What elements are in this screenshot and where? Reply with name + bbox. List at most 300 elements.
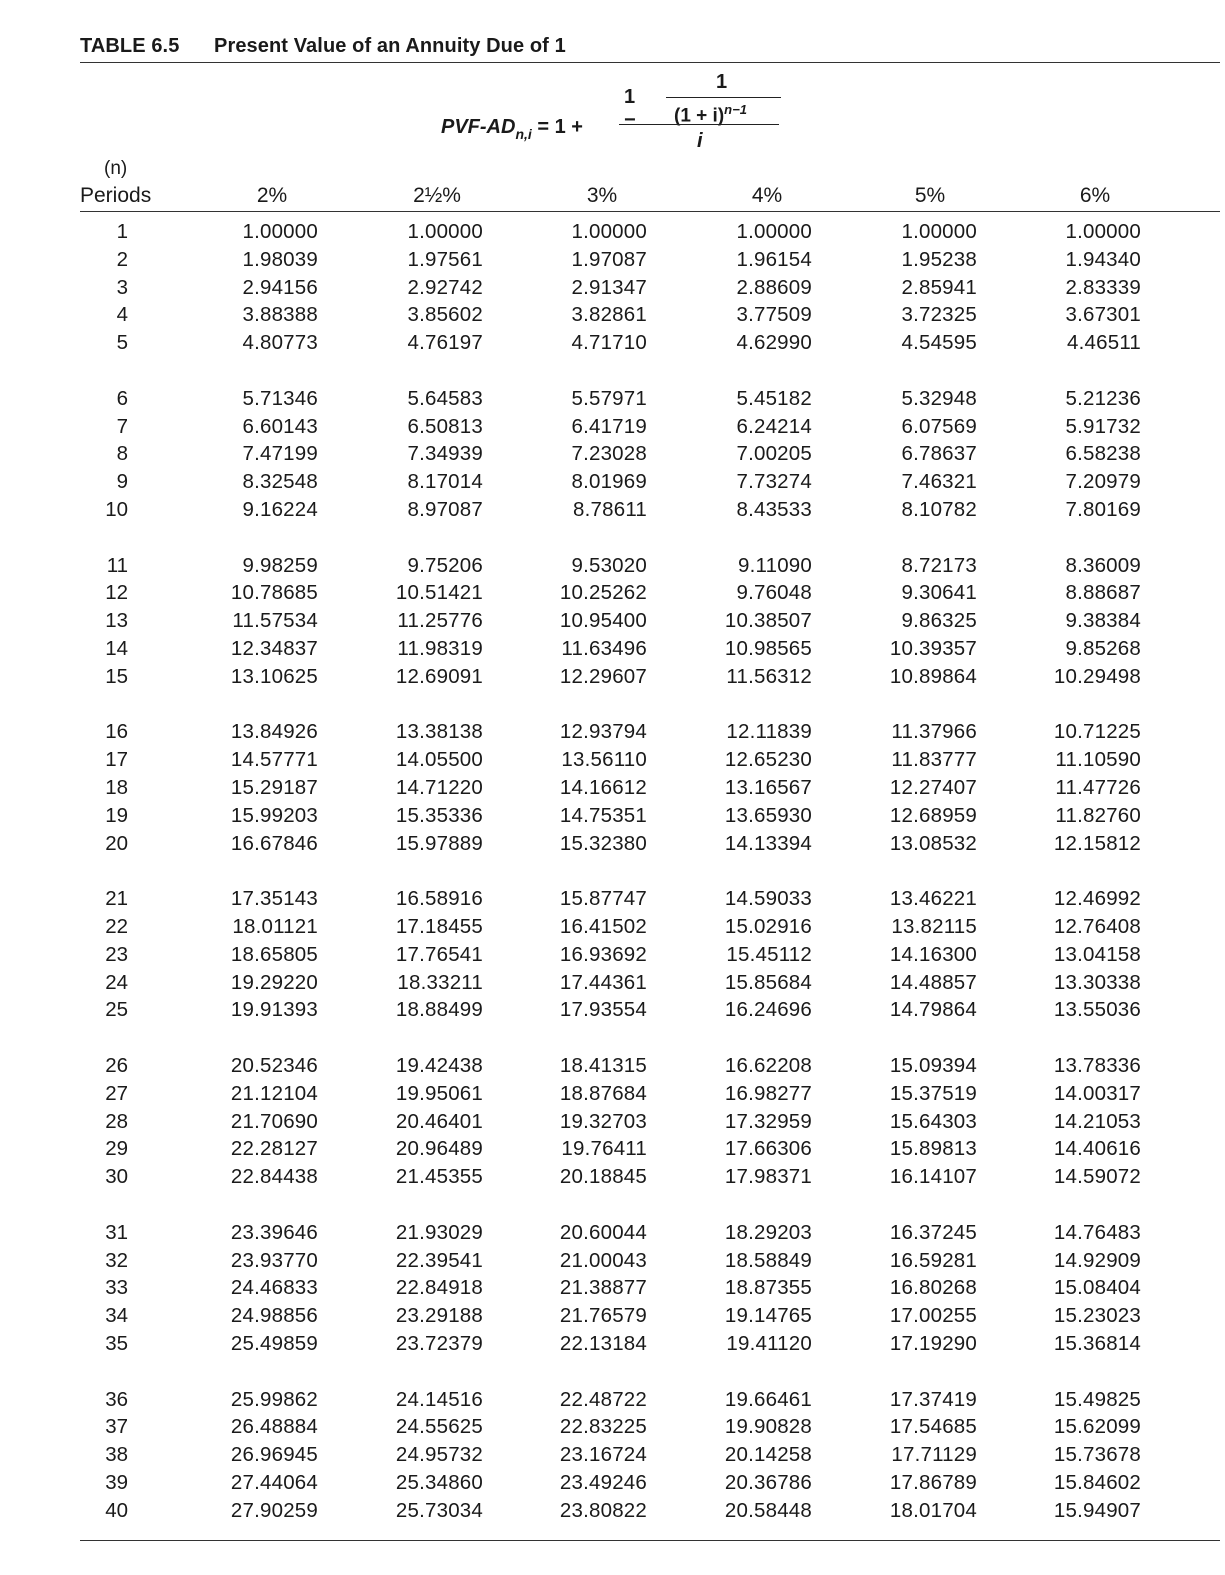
value-cell: 11.37966 [891, 720, 977, 744]
formula-outer-fraction-bar [619, 124, 779, 125]
value-cell: 6.78637 [901, 442, 977, 466]
formula-lhs-rest: = 1 + [537, 116, 583, 138]
value-cell: 17.18455 [395, 915, 483, 938]
value-cell: 4.54595 [901, 331, 977, 355]
value-cell: 15.49825 [1053, 1387, 1141, 1411]
value-cell: 10.89864 [889, 664, 977, 688]
rate-header: 6% [1079, 184, 1111, 207]
value-cell: 16.58916 [395, 887, 483, 911]
value-cell: 18.01704 [889, 1498, 977, 1522]
n-label: (n) [104, 158, 128, 179]
value-cell: 12.69091 [395, 664, 483, 688]
rate-header: 5% [914, 184, 946, 207]
value-cell: 10.98565 [724, 637, 812, 660]
value-cell: 3.85602 [407, 303, 483, 327]
value-cell: 14.40616 [1053, 1137, 1141, 1161]
value-cell: 11.57534 [232, 609, 318, 633]
table-row [0, 1110, 1225, 1138]
value-cell: 11.10590 [1055, 748, 1141, 772]
value-cell: 5.57971 [571, 386, 647, 410]
value-cell: 1.00000 [1065, 220, 1141, 243]
value-cell: 7.73274 [736, 470, 812, 494]
value-cell: 9.86325 [901, 609, 977, 633]
value-cell: 9.53020 [571, 553, 647, 577]
value-cell: 17.66306 [724, 1137, 812, 1161]
value-cell: 21.00043 [559, 1248, 647, 1272]
value-cell: 12.27407 [889, 776, 977, 799]
value-cell: 24.95732 [395, 1443, 483, 1467]
value-cell: 16.62208 [724, 1054, 812, 1077]
periods-header: Periods [80, 184, 152, 207]
rate-header: 4% [751, 184, 783, 207]
value-cell: 17.93554 [559, 998, 647, 1022]
value-cell: 15.94907 [1053, 1498, 1141, 1522]
value-cell: 2.88609 [736, 275, 812, 299]
period-cell: 29 [105, 1137, 128, 1161]
period-cell: 40 [105, 1498, 128, 1522]
value-cell: 1.97561 [407, 247, 483, 271]
value-cell: 13.30338 [1053, 970, 1141, 994]
formula-inner-fraction-bar [666, 97, 781, 98]
value-cell: 15.23023 [1053, 1304, 1141, 1328]
value-cell: 6.24214 [736, 414, 812, 438]
value-cell: 24.46833 [230, 1276, 318, 1300]
period-cell: 15 [105, 664, 128, 688]
value-cell: 7.47199 [242, 442, 318, 466]
period-cell: 20 [105, 831, 128, 855]
table-row [0, 1082, 1225, 1110]
period-cell: 5 [116, 331, 128, 355]
value-cell: 14.71220 [395, 776, 483, 799]
value-cell: 11.63496 [561, 637, 647, 660]
table-row [0, 1165, 1225, 1193]
value-cell: 5.45182 [736, 386, 812, 410]
value-cell: 18.29203 [724, 1220, 812, 1244]
value-cell: 7.00205 [736, 442, 812, 466]
period-cell: 7 [116, 414, 128, 438]
value-cell: 15.09394 [889, 1054, 977, 1077]
value-cell: 12.46992 [1053, 887, 1141, 911]
value-cell: 6.50813 [407, 414, 483, 438]
value-cell: 5.32948 [901, 386, 977, 410]
value-cell: 8.36009 [1065, 553, 1141, 577]
table-row [0, 387, 1225, 415]
value-cell: 13.08532 [889, 831, 977, 855]
period-cell: 25 [105, 998, 128, 1022]
value-cell: 5.64583 [407, 386, 483, 410]
value-cell: 16.67846 [230, 831, 318, 855]
value-cell: 8.43533 [736, 498, 812, 521]
period-cell: 32 [105, 1248, 128, 1272]
value-cell: 6.41719 [571, 414, 647, 438]
table-row [0, 665, 1225, 693]
value-cell: 21.38877 [559, 1276, 647, 1300]
value-cell: 12.68959 [889, 803, 977, 827]
value-cell: 11.47726 [1055, 776, 1141, 799]
value-cell: 15.32380 [559, 831, 647, 855]
value-cell: 25.34860 [395, 1471, 483, 1494]
value-cell: 24.14516 [395, 1387, 483, 1411]
value-cell: 19.41120 [726, 1332, 812, 1355]
value-cell: 14.48857 [889, 970, 977, 994]
formula-inner-den-base: (1 + i) [674, 105, 725, 127]
table-title: Present Value of an Annuity Due of 1 [214, 35, 566, 57]
value-cell: 20.14258 [724, 1443, 812, 1467]
period-cell: 13 [105, 609, 128, 633]
value-cell: 8.88687 [1065, 581, 1141, 605]
value-cell: 14.75351 [559, 803, 647, 827]
table-row [0, 581, 1225, 609]
period-cell: 27 [105, 1081, 128, 1105]
period-cell: 28 [105, 1109, 128, 1133]
period-cell: 2 [116, 247, 128, 271]
table-row [0, 1304, 1225, 1332]
value-cell: 15.37519 [889, 1081, 977, 1105]
value-cell: 2.92742 [407, 275, 483, 299]
table-row [0, 1276, 1225, 1304]
value-cell: 2.94156 [242, 275, 318, 299]
value-cell: 26.48884 [230, 1415, 318, 1439]
value-cell: 13.16567 [724, 776, 812, 799]
period-cell: 18 [105, 776, 128, 799]
period-cell: 22 [105, 915, 128, 938]
value-cell: 8.72173 [901, 553, 977, 577]
period-cell: 12 [105, 581, 128, 605]
value-cell: 23.80822 [559, 1498, 647, 1522]
value-cell: 10.38507 [724, 609, 812, 633]
formula-outer-denominator: i [697, 130, 703, 152]
value-cell: 3.77509 [736, 303, 812, 327]
period-cell: 39 [105, 1471, 128, 1494]
value-cell: 25.49859 [230, 1332, 318, 1355]
value-cell: 9.16224 [242, 498, 318, 521]
value-cell: 1.00000 [736, 220, 812, 243]
value-cell: 23.29188 [395, 1304, 483, 1328]
value-cell: 14.92909 [1053, 1248, 1141, 1272]
value-cell: 1.00000 [242, 220, 318, 243]
value-cell: 18.33211 [397, 970, 483, 994]
value-cell: 10.71225 [1053, 720, 1141, 744]
value-cell: 16.14107 [889, 1165, 977, 1189]
table-row [0, 303, 1225, 331]
table-row [0, 276, 1225, 304]
value-cell: 15.02916 [724, 915, 812, 938]
value-cell: 9.75206 [407, 553, 483, 577]
value-cell: 13.55036 [1053, 998, 1141, 1022]
period-cell: 19 [105, 803, 128, 827]
value-cell: 22.84438 [230, 1165, 318, 1189]
value-cell: 12.29607 [559, 664, 647, 688]
table-row [0, 1471, 1225, 1499]
value-cell: 11.25776 [397, 609, 483, 633]
table-row [0, 971, 1225, 999]
value-cell: 7.23028 [571, 442, 647, 466]
table-caption [80, 35, 566, 58]
period-cell: 10 [105, 498, 128, 521]
value-cell: 8.17014 [407, 470, 483, 494]
period-cell: 16 [105, 720, 128, 744]
value-cell: 26.96945 [230, 1443, 318, 1467]
value-cell: 27.44064 [230, 1471, 318, 1494]
value-cell: 14.05500 [395, 748, 483, 772]
value-cell: 15.87747 [559, 887, 647, 911]
value-cell: 4.71710 [571, 331, 647, 355]
value-cell: 12.11839 [726, 720, 812, 744]
value-cell: 23.16724 [559, 1443, 647, 1467]
value-cell: 19.14765 [724, 1304, 812, 1328]
value-cell: 17.71129 [891, 1443, 977, 1467]
value-cell: 13.82115 [891, 915, 977, 938]
value-cell: 10.95400 [559, 609, 647, 633]
value-cell: 19.90828 [724, 1415, 812, 1439]
value-cell: 9.38384 [1065, 609, 1141, 633]
value-cell: 14.59033 [724, 887, 812, 911]
value-cell: 4.62990 [736, 331, 812, 355]
value-cell: 20.58448 [724, 1498, 812, 1522]
value-cell: 21.70690 [230, 1109, 318, 1133]
value-cell: 5.21236 [1065, 386, 1141, 410]
value-cell: 25.73034 [395, 1498, 483, 1522]
value-cell: 16.24696 [724, 998, 812, 1022]
value-cell: 12.65230 [724, 748, 812, 772]
value-cell: 10.39357 [889, 637, 977, 660]
value-cell: 13.04158 [1053, 942, 1141, 966]
value-cell: 10.29498 [1053, 664, 1141, 688]
value-cell: 6.07569 [901, 414, 977, 438]
value-cell: 15.64303 [889, 1109, 977, 1133]
period-cell: 4 [116, 303, 128, 327]
value-cell: 19.76411 [561, 1137, 647, 1161]
table-row [0, 1415, 1225, 1443]
table-row [0, 248, 1225, 276]
value-cell: 1.00000 [571, 220, 647, 243]
value-cell: 22.28127 [230, 1137, 318, 1161]
formula-inner-den-exponent: n−1 [724, 102, 747, 117]
value-cell: 13.84926 [230, 720, 318, 744]
value-cell: 6.58238 [1065, 442, 1141, 466]
value-cell: 11.83777 [891, 748, 977, 772]
value-cell: 19.32703 [559, 1109, 647, 1133]
value-cell: 22.84918 [395, 1276, 483, 1300]
value-cell: 10.78685 [230, 581, 318, 605]
value-cell: 14.57771 [230, 748, 318, 772]
value-cell: 14.13394 [724, 831, 812, 855]
formula-lhs-name: PVF-AD [441, 116, 516, 138]
period-cell: 30 [105, 1165, 128, 1189]
value-cell: 9.76048 [736, 581, 812, 605]
value-cell: 7.34939 [407, 442, 483, 466]
table-row [0, 470, 1225, 498]
value-cell: 15.08404 [1053, 1276, 1141, 1300]
value-cell: 14.16300 [889, 942, 977, 966]
value-cell: 21.12104 [230, 1081, 318, 1105]
value-cell: 3.82861 [571, 303, 647, 327]
table-row [0, 1137, 1225, 1165]
table-row [0, 1221, 1225, 1249]
period-cell: 3 [116, 275, 128, 299]
value-cell: 13.65930 [724, 803, 812, 827]
value-cell: 17.98371 [724, 1165, 812, 1189]
table-row [0, 609, 1225, 637]
table-row [0, 331, 1225, 359]
table-row [0, 498, 1225, 526]
value-cell: 9.11090 [738, 553, 812, 577]
value-cell: 23.72379 [395, 1332, 483, 1355]
period-cell: 17 [105, 748, 128, 772]
bottom-rule [80, 1540, 1220, 1541]
value-cell: 14.59072 [1053, 1165, 1141, 1189]
value-cell: 7.20979 [1065, 470, 1141, 494]
value-cell: 18.01121 [232, 915, 318, 938]
rate-header: 2½% [413, 184, 461, 207]
value-cell: 4.76197 [407, 331, 483, 355]
value-cell: 15.73678 [1053, 1443, 1141, 1467]
period-cell: 14 [105, 637, 128, 660]
value-cell: 14.79864 [889, 998, 977, 1022]
value-cell: 2.91347 [571, 275, 647, 299]
value-cell: 20.96489 [395, 1137, 483, 1161]
period-cell: 21 [105, 887, 128, 911]
table-row [0, 1054, 1225, 1082]
value-cell: 18.87684 [559, 1081, 647, 1105]
value-cell: 24.55625 [395, 1415, 483, 1439]
formula-lhs [441, 116, 583, 142]
period-cell: 33 [105, 1276, 128, 1300]
value-cell: 6.60143 [242, 414, 318, 438]
value-cell: 19.66461 [724, 1387, 812, 1411]
value-cell: 15.45112 [726, 942, 812, 966]
value-cell: 14.76483 [1053, 1220, 1141, 1244]
value-cell: 1.97087 [571, 247, 647, 271]
value-cell: 3.67301 [1065, 303, 1141, 327]
value-cell: 9.85268 [1065, 637, 1141, 660]
value-cell: 23.93770 [230, 1248, 318, 1272]
value-cell: 20.46401 [395, 1109, 483, 1133]
value-cell: 11.98319 [397, 637, 483, 660]
value-cell: 11.56312 [726, 664, 812, 688]
period-cell: 26 [105, 1054, 128, 1077]
value-cell: 23.49246 [559, 1471, 647, 1494]
value-cell: 15.97889 [395, 831, 483, 855]
value-cell: 17.00255 [889, 1304, 977, 1328]
value-cell: 10.51421 [395, 581, 483, 605]
value-cell: 16.80268 [889, 1276, 977, 1300]
value-cell: 1.96154 [736, 247, 812, 271]
value-cell: 13.38138 [395, 720, 483, 744]
value-cell: 1.95238 [901, 247, 977, 271]
value-cell: 22.83225 [559, 1415, 647, 1439]
value-cell: 17.44361 [559, 970, 647, 994]
value-cell: 14.21053 [1053, 1109, 1141, 1133]
period-cell: 6 [116, 386, 128, 410]
table-row [0, 998, 1225, 1026]
value-cell: 17.54685 [889, 1415, 977, 1439]
value-cell: 9.98259 [242, 553, 318, 577]
value-cell: 13.56110 [561, 748, 647, 772]
value-cell: 17.86789 [889, 1471, 977, 1494]
value-cell: 27.90259 [230, 1498, 318, 1522]
table-row [0, 804, 1225, 832]
period-cell: 8 [116, 442, 128, 466]
value-cell: 23.39646 [230, 1220, 318, 1244]
table-row [0, 1499, 1225, 1527]
value-cell: 16.98277 [724, 1081, 812, 1105]
value-cell: 8.01969 [571, 470, 647, 494]
value-cell: 15.85684 [724, 970, 812, 994]
table-row [0, 1332, 1225, 1360]
formula-lhs-subscript: n,i [515, 126, 532, 142]
value-cell: 24.98856 [230, 1304, 318, 1328]
value-cell: 9.30641 [901, 581, 977, 605]
value-cell: 15.99203 [230, 803, 318, 827]
value-cell: 1.94340 [1065, 247, 1141, 271]
value-cell: 15.84602 [1053, 1471, 1141, 1494]
value-cell: 12.15812 [1053, 831, 1141, 855]
period-cell: 38 [105, 1443, 128, 1467]
table-row [0, 1388, 1225, 1416]
table-row [0, 943, 1225, 971]
value-cell: 19.29220 [230, 970, 318, 994]
header-rule [80, 211, 1220, 212]
value-cell: 16.93692 [559, 942, 647, 966]
value-cell: 7.80169 [1065, 498, 1141, 521]
table-row [0, 442, 1225, 470]
value-cell: 3.88388 [242, 303, 318, 327]
value-cell: 7.46321 [901, 470, 977, 494]
period-cell: 35 [105, 1332, 128, 1355]
value-cell: 18.88499 [395, 998, 483, 1022]
value-cell: 15.29187 [230, 776, 318, 799]
period-cell: 24 [105, 970, 128, 994]
table-row [0, 720, 1225, 748]
value-cell: 21.76579 [559, 1304, 647, 1328]
table-row [0, 1249, 1225, 1277]
value-cell: 15.35336 [395, 803, 483, 827]
period-cell: 1 [116, 220, 128, 243]
value-cell: 12.93794 [559, 720, 647, 744]
value-cell: 20.18845 [559, 1165, 647, 1189]
value-cell: 5.71346 [242, 386, 318, 410]
value-cell: 1.00000 [901, 220, 977, 243]
value-cell: 14.00317 [1053, 1081, 1141, 1105]
value-cell: 21.45355 [395, 1165, 483, 1189]
period-cell: 11 [106, 553, 128, 577]
value-cell: 22.39541 [395, 1248, 483, 1272]
table-number: TABLE 6.5 [80, 35, 180, 57]
value-cell: 15.62099 [1053, 1415, 1141, 1439]
rate-header: 3% [586, 184, 618, 207]
value-cell: 17.32959 [724, 1109, 812, 1133]
table-row [0, 748, 1225, 776]
value-cell: 17.35143 [230, 887, 318, 911]
value-cell: 8.10782 [901, 498, 977, 521]
value-cell: 25.99862 [230, 1387, 318, 1411]
value-cell: 13.78336 [1053, 1054, 1141, 1077]
formula-one-minus: 1 − [624, 86, 636, 131]
value-cell: 2.83339 [1065, 275, 1141, 299]
value-cell: 20.60044 [559, 1220, 647, 1244]
value-cell: 18.87355 [724, 1276, 812, 1300]
value-cell: 4.46511 [1067, 331, 1141, 355]
value-cell: 12.34837 [230, 637, 318, 660]
value-cell: 8.78611 [573, 498, 647, 521]
value-cell: 11.82760 [1055, 803, 1141, 827]
table-row [0, 220, 1225, 248]
value-cell: 14.16612 [559, 776, 647, 799]
period-cell: 34 [105, 1304, 128, 1328]
value-cell: 21.93029 [395, 1220, 483, 1244]
value-cell: 8.32548 [242, 470, 318, 494]
